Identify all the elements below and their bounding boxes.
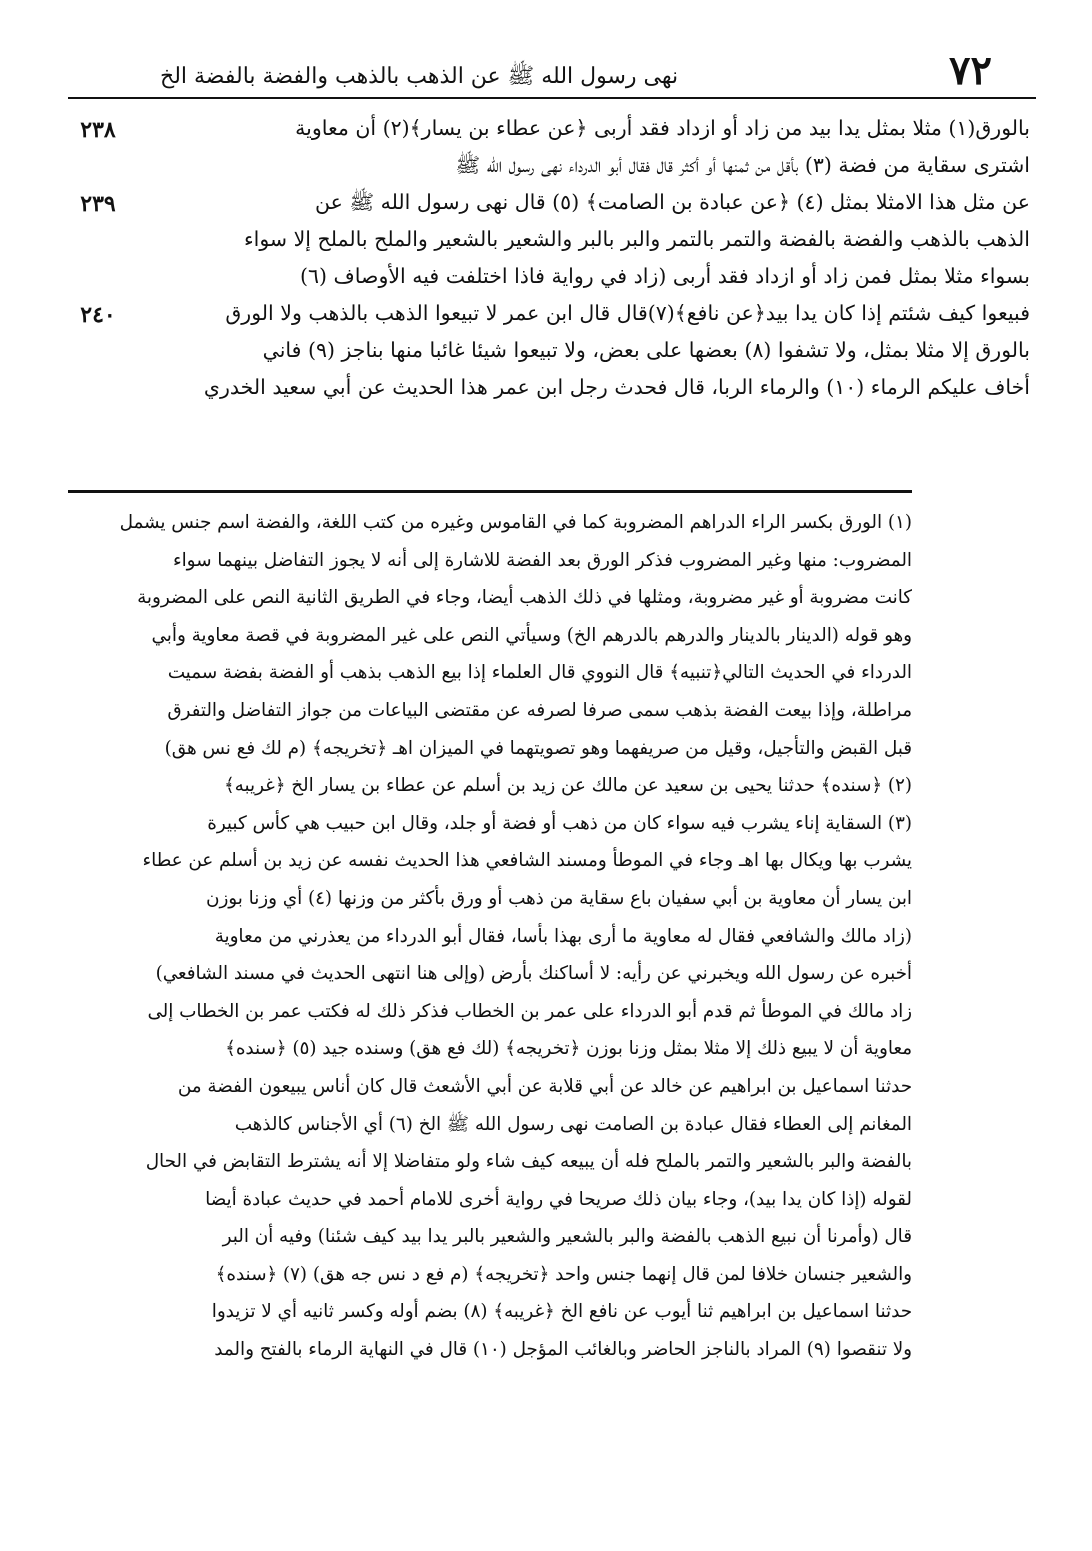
text-line: بالورق إلا مثلا بمثل، ولا تشفوا (٨) بعضها على بعض، ولا تبيعوا شيئا غائبا منها بناجز (٩) فاني — [262, 338, 1030, 362]
text-line: اشترى سقاية من فضة (٣) بأقل من ثمنها أو أكثر قال فقال أبو الدرداء نهى رسول الله ﷺ — [455, 153, 1030, 177]
text-line: بسواء مثلا بمثل فمن زاد أو ازداد فقد أربى (زاد في رواية فاذا اختلفت فيه الأوصاف (٦) — [300, 264, 1030, 288]
hadith-number: ٢٤٠ — [80, 302, 116, 328]
footnote-line: قال (وأمرنا أن نبيع الذهب بالفضة والبر بالشعير والشعير بالبر يدا بيد كيف شئنا) وفيه أن البر — [222, 1226, 912, 1248]
footnote-line: يشرب بها ويكال بها اهـ وجاء في الموطأ ومسند الشافعي هذا الحديث نفسه عن زيد بن أسلم عن عطاء — [142, 850, 912, 872]
header-rule — [68, 97, 1036, 99]
text-line: بالورق(١) مثلا بمثل يدا بيد من زاد أو ازداد فقد أربى ﴿عن عطاء بن يسار﴾(٢) أن معاوية — [295, 116, 1030, 140]
footnote-line: الدرداء في الحديث التالي﴿تنبيه﴾ قال النووي قال العلماء إذا بيع الذهب بذهب أو الفضة بفضة سميت — [167, 662, 912, 684]
hadith-238 — [70, 110, 1030, 184]
footnote-line: كانت مضروبة أو غير مضروبة، ومثلها في ذلك الذهب أيضا، وجاء في الطريق الثانية النص على المضروبة — [137, 587, 912, 609]
footnote-line: ولا تنقصوا (٩) المراد بالناجز الحاضر وبالغائب المؤجل (١٠) قال في النهاية الرماء بالفتح والمد — [214, 1339, 912, 1361]
hadith-240 — [70, 295, 1030, 406]
running-title: نهى رسول الله ﷺ عن الذهب بالذهب والفضة بالفضة الخ — [160, 64, 679, 89]
footnote-line: زاد مالك في الموطأ ثم قدم أبو الدرداء على عمر بن الخطاب فذكر ذلك له فكتب عمر بن الخطاب إلى — [147, 1000, 912, 1022]
footnote-line: ابن يسار أن معاوية بن أبي سفيان باع سقاية من ذهب أو ورق بأكثر من وزنها (٤) أي وزنا بوزن — [206, 887, 912, 909]
page-number: ٧٢ — [949, 47, 992, 94]
text-line: عن مثل هذا الامثلا بمثل (٤) ﴿عن عبادة بن الصامت﴾ (٥) قال نهى رسول الله ﷺ عن — [315, 190, 1030, 214]
footnote-line: (١) الورق بكسر الراء الدراهم المضروبة كما في القاموس وغيره من كتب اللغة، والفضة اسم جنس يشمل — [119, 512, 912, 533]
footnote-line: (زاد مالك والشافعي فقال له معاوية ما أرى بهذا بأسا، فقال أبو الدرداء من يعذرني من معاوية — [214, 925, 912, 947]
footnote-line: أخبره عن رسول الله ويخبرني عن رأيه: لا أساكنك بأرض (وإلى هنا انتهى الحديث في مسند الشافعي) — [155, 963, 912, 985]
hadith-number: ٢٣٩ — [80, 191, 116, 217]
footnote-line: معاوية أن لا يبيع ذلك إلا مثلا بمثل وزنا بوزن ﴿تخريجه﴾ (لك فع هق) وسنده جيد (٥) ﴿سنده﴾ — [225, 1038, 912, 1060]
hadith-number: ٢٣٨ — [80, 117, 116, 143]
footnote-separator — [68, 490, 912, 493]
footnote-line: والشعير جنسان خلافا لمن قال إنهما جنس واحد ﴿تخريجه﴾ (م فع د نس جه هق) (٧) ﴿سنده﴾ — [215, 1263, 912, 1285]
hadith-239 — [70, 184, 1030, 295]
footnote-line: حدثنا اسماعيل بن ابراهيم ثنا أيوب عن نافع الخ ﴿غريبه﴾ (٨) بضم أوله وكسر ثانيه أي لا تزيدوا — [211, 1301, 912, 1323]
footnote-line: مراطلة، وإذا بيعت الفضة بذهب سمى صرفا لصرفه عن مقتضى البياعات من جواز التفاضل والتفرق — [167, 699, 912, 721]
footnote-line: المغانم إلى العطاء فقال عبادة بن الصامت نهى رسول الله ﷺ الخ (٦) أي الأجناس كالذهب — [234, 1113, 912, 1135]
footnote-line: المضروب: منها وغير المضروب فذكر الورق بعد الفضة للاشارة إلى أنه لا يجوز التفاضل بينهما سواء — [173, 549, 912, 571]
footnote-line: حدثنا اسماعيل بن ابراهيم عن خالد عن أبي قلابة عن أبي الأشعث قال كان أناس يبيعون الفضة من — [177, 1075, 912, 1097]
text-line: فبيعوا كيف شئتم إذا كان يدا بيد﴿عن نافع﴾(٧)قال قال ابن عمر لا تبيعوا الذهب بالذهب ولا الورق — [225, 301, 1030, 325]
footnote-line: لقوله (إذا كان يدا بيد)، وجاء بيان ذلك صريحا في رواية أخرى للامام أحمد في حديث عبادة أيضا — [205, 1188, 912, 1210]
footnote-line: قبل القبض والتأجيل، وقيل من صريفهما وهو تصويتهما في الميزان اهـ ﴿تخريجه﴾ (م لك فع نس هق) — [164, 737, 912, 759]
footnote-line: (٣) السقاية إناء يشرب فيه سواء كان من ذهب أو فضة أو جلد، وقال ابن حبيب هي كأس كبيرة — [207, 812, 912, 834]
footnote-line: (٢) ﴿سنده﴾ حدثنا يحيى بن سعيد عن مالك عن زيد بن أسلم عن عطاء بن يسار الخ ﴿غريبه﴾ — [223, 775, 912, 797]
hadith-text — [134, 110, 1030, 184]
page-header — [60, 38, 1040, 94]
footnote-line: بالفضة والبر بالشعير والتمر بالملح فله أن يبيعه كيف شاء ولو متفاضلا إلا أنه يشترط التقابض في الحال — [145, 1151, 912, 1173]
text-line: أخاف عليكم الرماء (١٠) والرماء الربا، قال فحدث رجل ابن عمر هذا الحديث عن أبي سعيد الخدري — [203, 375, 1030, 399]
text-line: الذهب بالذهب والفضة بالفضة والتمر بالتمر والبر بالبر والشعير بالشعير والملح بالملح إلا سواء — [244, 227, 1030, 251]
hadith-text — [134, 184, 1030, 295]
main-text — [70, 110, 1030, 406]
hadith-text — [134, 295, 1030, 406]
footnotes — [70, 504, 912, 1369]
footnote-line: وهو قوله (الدينار بالدينار والدرهم بالدرهم الخ) وسيأتي النص على غير المضروبة في قصة معاوية وأبي — [151, 624, 912, 646]
